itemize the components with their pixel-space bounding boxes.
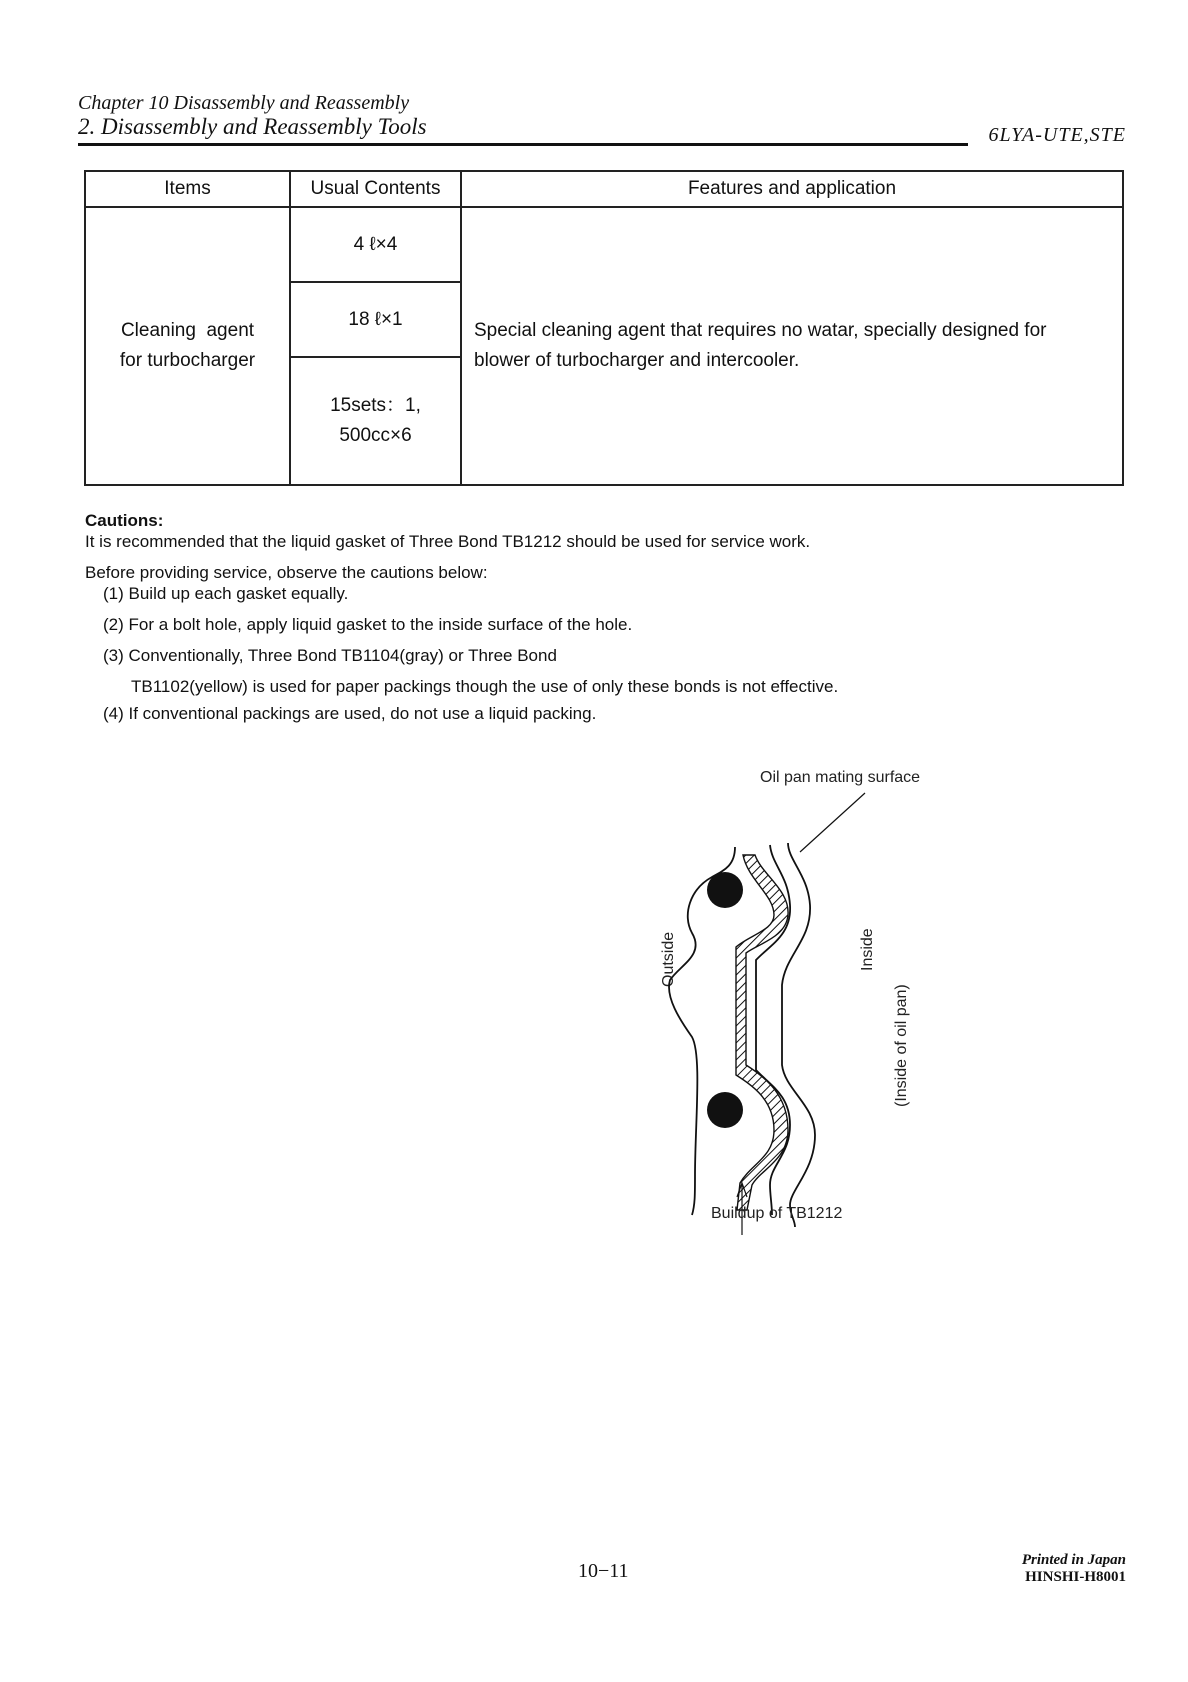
footer-print-info [1022,1552,1126,1586]
cautions-title: Cautions: [85,511,164,530]
table-row [85,207,1123,282]
cautions-line-2: Before providing service, observe the cautions below: [85,563,488,582]
model-name: 6LYA-UTE,STE [988,124,1126,146]
feature-line1: Special cleaning agent that requires no watar, specially designed for [474,320,1047,341]
caution-item-3-cont: TB1102(yellow) is used for paper packings though the use of only these bonds is not effective. [131,677,839,696]
chapter-title: Chapter 10 Disassembly and Reassembly [78,92,410,114]
label-inside: Inside [859,928,876,971]
caution-item-2: (2) For a bolt hole, apply liquid gasket to the inside surface of the hole. [103,615,633,634]
contents-cell-1: 4 ℓ×4 [290,207,461,282]
outer-wall-line [782,843,815,1227]
contents-cell-2: 18 ℓ×1 [290,282,461,357]
feature-cell [461,207,1123,485]
document-code: HINSHI-H8001 [1025,1569,1126,1585]
label-outside: Outside [660,931,677,987]
caution-item-4: (4) If conventional packings are used, do not use a liquid packing. [103,704,597,723]
cautions-block [85,510,1085,724]
mating-leader-line [800,793,865,852]
label-buildup: Buildup of TB1212 [711,1205,843,1222]
item-cell [85,207,290,485]
caution-item-1: (1) Build up each gasket equally. [103,584,349,603]
header-items: Items [85,171,290,207]
contents-cell-3 [290,357,461,485]
label-mating-surface: Oil pan mating surface [760,769,921,786]
section-title: 2. Disassembly and Reassembly Tools [78,114,427,139]
header-rule [78,143,968,146]
upper-bolt-hole [707,872,743,908]
page-number: 10−11 [578,1560,629,1582]
header-usual-contents: Usual Contents [290,171,461,207]
table-header-row [85,171,1123,207]
tools-table [84,170,1124,486]
header-features: Features and application [461,171,1123,207]
contents-line-cc: 500cc×6 [339,425,412,446]
item-name-line2: for turbocharger [119,350,256,371]
gasket-diagram [640,765,980,1245]
lower-bolt-hole [707,1092,743,1128]
cautions-line-1: It is recommended that the liquid gasket of Three Bond TB1212 should be used for service work. [85,532,811,551]
label-inside-oilpan: (Inside of oil pan) [893,984,910,1107]
contents-line-sets: 15sets：1, [330,395,421,416]
item-name-line1: Cleaning agent [120,320,255,341]
feature-line2: blower of turbocharger and intercooler. [474,350,800,371]
printed-in-japan: Printed in Japan [1021,1552,1126,1568]
caution-item-3: (3) Conventionally, Three Bond TB1104(gray) or Three Bond [103,646,557,665]
